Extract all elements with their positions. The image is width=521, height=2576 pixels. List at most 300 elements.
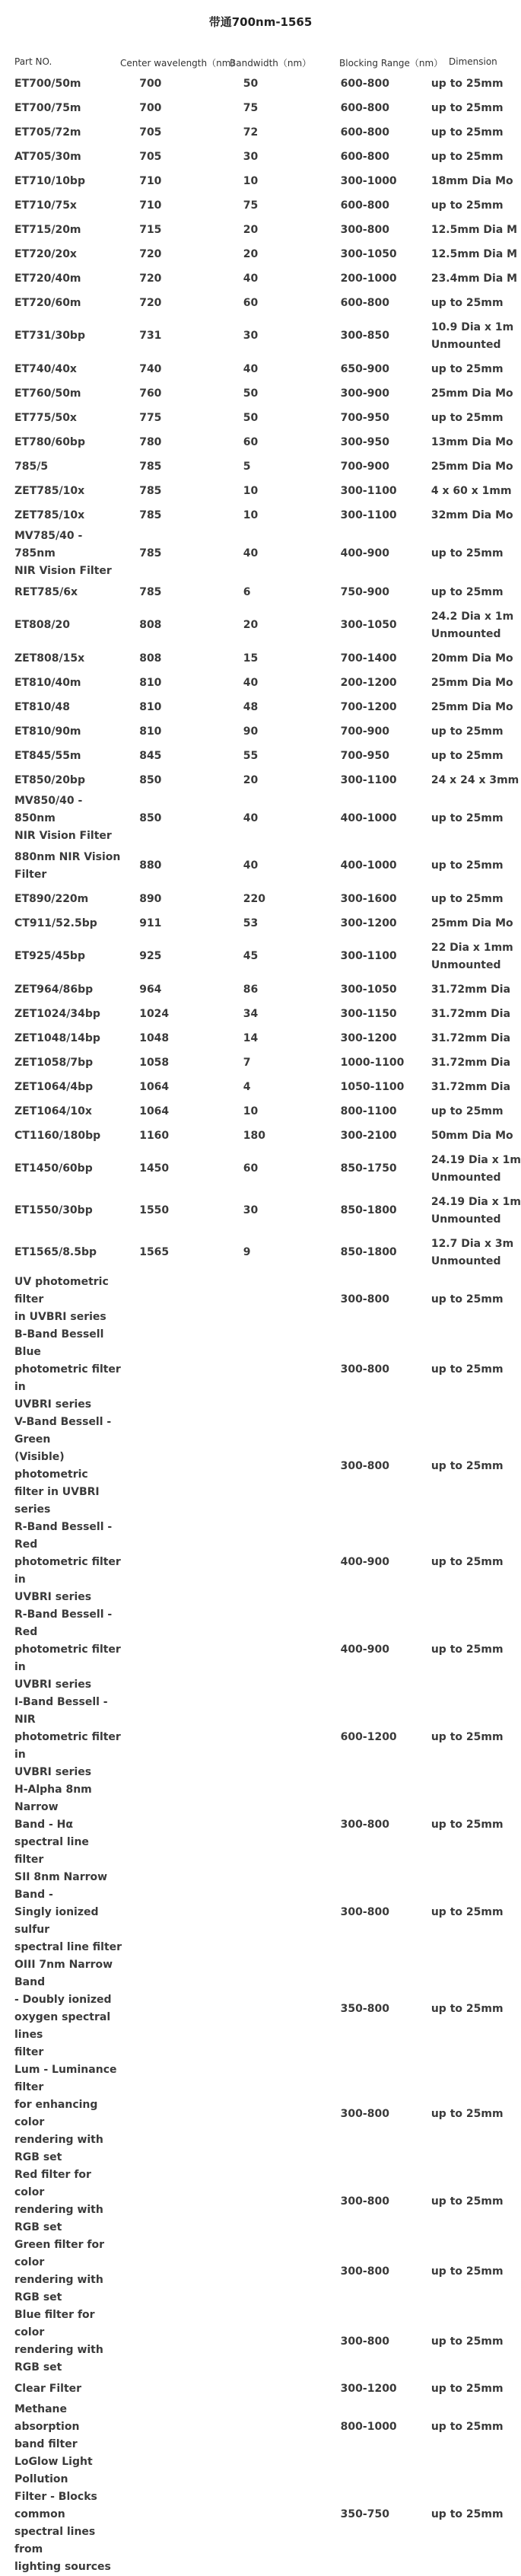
- cell-blocking-range: 300-1050: [340, 619, 397, 631]
- cell-bandwidth: 10: [243, 1105, 259, 1117]
- cell-bandwidth: [230, 2061, 332, 2166]
- cell-blocking-range: 300-900: [340, 387, 389, 400]
- cell-dimension: up to 25mm: [430, 725, 504, 738]
- cell-dimension: up to 25mm: [430, 1105, 504, 1117]
- cell-bandwidth: 40: [243, 362, 259, 375]
- cell-bandwidth: 30: [243, 1204, 259, 1216]
- cell-center-wavelength: 890: [139, 892, 162, 905]
- cell-dimension: 25mm Dia Mo: [430, 460, 513, 473]
- cell-blocking-range: 650-900: [340, 362, 389, 375]
- cell-bandwidth: [230, 1274, 332, 1326]
- cell-center-wavelength: 808: [139, 652, 162, 665]
- cell-blocking-range: 600-1200: [340, 1731, 397, 1743]
- cell-blocking-range: 300-1100: [340, 773, 397, 786]
- cell-dimension: up to 25mm: [430, 1459, 504, 1472]
- cell-dimension: up to 25mm: [430, 1363, 504, 1376]
- cell-center-wavelength: 785: [139, 585, 162, 598]
- cell-dimension: up to 25mm: [430, 1556, 504, 1568]
- cell-bandwidth: [230, 1519, 332, 1606]
- table-row: [0, 1326, 521, 1414]
- cell-blocking-range: 700-1400: [340, 652, 397, 665]
- table-row: [0, 646, 521, 671]
- cell-center-wavelength: [122, 2166, 230, 2236]
- cell-dimension: up to 25mm: [430, 101, 504, 114]
- cell-part-no: UV photometric filter in UVBRI series: [14, 1276, 109, 1323]
- cell-center-wavelength: 740: [139, 362, 162, 375]
- cell-bandwidth: 75: [243, 101, 259, 114]
- cell-center-wavelength: 705: [139, 126, 162, 139]
- cell-center-wavelength: [122, 2453, 230, 2576]
- cell-center-wavelength: 880: [139, 859, 162, 872]
- cell-part-no: ET808/20: [14, 619, 70, 631]
- cell-part-no: V-Band Bessell - Green (Visible) photometric filter in UVBRI series: [14, 1416, 112, 1516]
- cell-dimension: up to 25mm: [430, 199, 504, 212]
- cell-bandwidth: 40: [243, 547, 259, 560]
- cell-bandwidth: 75: [243, 199, 259, 212]
- table-row: [0, 936, 521, 977]
- cell-blocking-range: 300-1050: [340, 983, 397, 996]
- cell-dimension: 10.9 Dia x 1m Unmounted: [430, 320, 514, 351]
- cell-center-wavelength: 780: [139, 435, 162, 448]
- cell-dimension: up to 25mm: [430, 2508, 504, 2520]
- cell-blocking-range: 350-750: [340, 2508, 389, 2520]
- cell-blocking-range: 200-1000: [340, 272, 397, 285]
- cell-dimension: 24.19 Dia x 1m Unmounted: [430, 1153, 521, 1184]
- table-row: [0, 1606, 521, 1694]
- cell-blocking-range: 600-800: [340, 296, 389, 309]
- header-blocking-range: Blocking Range（nm）: [339, 58, 443, 69]
- cell-blocking-range: 300-800: [340, 2107, 389, 2120]
- cell-bandwidth: 90: [243, 725, 259, 738]
- cell-bandwidth: 14: [243, 1031, 259, 1044]
- cell-dimension: 50mm Dia Mo: [430, 1129, 513, 1142]
- cell-dimension: 24 x 24 x 3mm: [430, 773, 519, 786]
- header-center-wavelength: Center wavelength（nm）: [120, 58, 240, 69]
- table-row: [0, 1781, 521, 1869]
- cell-center-wavelength: [122, 2236, 230, 2307]
- cell-dimension: 13mm Dia Mo: [430, 435, 513, 448]
- cell-part-no: MV785/40 - 785nm NIR Vision Filter: [14, 530, 112, 577]
- cell-bandwidth: 60: [243, 435, 259, 448]
- cell-part-no: OIII 7nm Narrow Band - Doubly ionized oxygen spectral lines filter: [14, 1959, 113, 2058]
- cell-center-wavelength: 775: [139, 411, 162, 424]
- cell-blocking-range: 700-900: [340, 725, 389, 738]
- cell-part-no: ZET1048/14bp: [14, 1031, 100, 1044]
- cell-part-no: ET720/60m: [14, 296, 81, 309]
- page-title: 带通700nm-1565: [208, 15, 313, 29]
- cell-dimension: up to 25mm: [430, 150, 504, 163]
- table-row: [0, 604, 521, 646]
- cell-blocking-range: 300-950: [340, 435, 389, 448]
- cell-center-wavelength: 710: [139, 174, 162, 187]
- cell-blocking-range: 300-800: [340, 2265, 389, 2278]
- cell-part-no: ET700/75m: [14, 101, 81, 114]
- cell-part-no: B-Band Bessell Blue photometric filter in UVBRI series: [14, 1328, 121, 1411]
- cell-blocking-range: 850-1800: [340, 1204, 397, 1216]
- cell-part-no: ET710/75x: [14, 199, 77, 212]
- cell-center-wavelength: 810: [139, 676, 162, 689]
- cell-part-no: ZET785/10x: [14, 509, 85, 521]
- cell-blocking-range: 400-1000: [340, 859, 397, 872]
- table-row: [0, 291, 521, 315]
- cell-dimension: 20mm Dia Mo: [430, 652, 513, 665]
- cell-part-no: Methane absorption band filter: [14, 2403, 80, 2450]
- cell-center-wavelength: 911: [139, 917, 162, 929]
- cell-dimension: 25mm Dia Mo: [430, 917, 513, 929]
- table-row: [0, 887, 521, 911]
- cell-center-wavelength: [122, 1781, 230, 1869]
- cell-blocking-range: 300-1200: [340, 1031, 397, 1044]
- cell-dimension: up to 25mm: [430, 1906, 504, 1918]
- cell-dimension: up to 25mm: [430, 749, 504, 762]
- table-row: [0, 242, 521, 266]
- cell-dimension: 18mm Dia Mo: [430, 174, 513, 187]
- table-row: [0, 1002, 521, 1026]
- cell-part-no: ET810/40m: [14, 676, 81, 689]
- cell-part-no: ET925/45bp: [14, 950, 85, 962]
- table-row: [0, 2307, 521, 2377]
- header-dimension: Dimension: [449, 56, 497, 67]
- cell-bandwidth: 60: [243, 296, 259, 309]
- cell-center-wavelength: [122, 2401, 230, 2453]
- cell-bandwidth: [230, 1694, 332, 1781]
- cell-dimension: up to 25mm: [430, 2421, 504, 2433]
- table-row: [0, 1694, 521, 1781]
- cell-center-wavelength: 785: [139, 460, 162, 473]
- cell-dimension: up to 25mm: [430, 585, 504, 598]
- table-row: [0, 406, 521, 430]
- cell-part-no: H-Alpha 8nm Narrow Band - Hα spectral line filter: [14, 1784, 92, 1866]
- cell-bandwidth: 6: [243, 585, 251, 598]
- cell-bandwidth: [230, 1869, 332, 1956]
- cell-blocking-range: 350-800: [340, 2002, 389, 2015]
- cell-blocking-range: 300-800: [340, 1906, 389, 1918]
- cell-center-wavelength: 1064: [139, 1105, 170, 1117]
- table-row: [0, 2061, 521, 2166]
- cell-part-no: R-Band Bessell - Red photometric filter in UVBRI series: [14, 1608, 121, 1691]
- table-row: [0, 1124, 521, 1148]
- cell-bandwidth: [230, 2401, 332, 2453]
- table-row: [0, 357, 521, 381]
- cell-bandwidth: 20: [243, 773, 259, 786]
- cell-part-no: ZET808/15x: [14, 652, 85, 665]
- cell-dimension: up to 25mm: [430, 2335, 504, 2348]
- cell-blocking-range: 300-1200: [340, 2382, 397, 2395]
- cell-dimension: 25mm Dia Mo: [430, 676, 513, 689]
- cell-center-wavelength: [122, 1694, 230, 1781]
- cell-bandwidth: [230, 2166, 332, 2236]
- cell-center-wavelength: 810: [139, 700, 162, 713]
- cell-bandwidth: 40: [243, 812, 259, 824]
- cell-blocking-range: 300-1100: [340, 484, 397, 497]
- cell-center-wavelength: [122, 2061, 230, 2166]
- cell-blocking-range: 300-800: [340, 1459, 389, 1472]
- cell-bandwidth: 180: [243, 1129, 266, 1142]
- cell-bandwidth: 50: [243, 411, 259, 424]
- cell-center-wavelength: [122, 1869, 230, 1956]
- table-row: [0, 218, 521, 242]
- cell-center-wavelength: 810: [139, 725, 162, 738]
- cell-bandwidth: [230, 1326, 332, 1414]
- cell-center-wavelength: 964: [139, 983, 162, 996]
- table-row: [0, 381, 521, 406]
- cell-bandwidth: 10: [243, 484, 259, 497]
- cell-part-no: Red filter for color rendering with RGB set: [14, 2169, 103, 2233]
- cell-dimension: up to 25mm: [430, 296, 504, 309]
- table-row: [0, 845, 521, 887]
- cell-bandwidth: 55: [243, 749, 259, 762]
- cell-center-wavelength: 760: [139, 387, 162, 400]
- cell-center-wavelength: 1550: [139, 1204, 170, 1216]
- cell-blocking-range: 300-800: [340, 1293, 389, 1306]
- cell-bandwidth: 7: [243, 1056, 251, 1069]
- cell-center-wavelength: 1058: [139, 1056, 170, 1069]
- cell-center-wavelength: 850: [139, 812, 162, 824]
- cell-center-wavelength: [122, 1519, 230, 1606]
- cell-dimension: up to 25mm: [430, 77, 504, 90]
- filter-spec-table: [0, 72, 521, 2576]
- cell-center-wavelength: [122, 2377, 230, 2401]
- cell-part-no: ET1550/30bp: [14, 1204, 93, 1216]
- cell-blocking-range: 300-800: [340, 223, 389, 236]
- cell-part-no: ZET1024/34bp: [14, 1007, 100, 1020]
- cell-bandwidth: 45: [243, 950, 259, 962]
- table-row: [0, 1956, 521, 2061]
- cell-blocking-range: 600-800: [340, 150, 389, 163]
- cell-bandwidth: 34: [243, 1007, 259, 1020]
- table-row: [0, 528, 521, 580]
- cell-part-no: ET1450/60bp: [14, 1162, 93, 1175]
- cell-blocking-range: 300-850: [340, 330, 389, 342]
- cell-bandwidth: 10: [243, 509, 259, 521]
- table-row: [0, 145, 521, 169]
- cell-part-no: ET705/72m: [14, 126, 81, 139]
- cell-blocking-range: 300-800: [340, 2195, 389, 2208]
- cell-blocking-range: 1000-1100: [340, 1056, 405, 1069]
- cell-part-no: ZET1058/7bp: [14, 1056, 94, 1069]
- cell-dimension: 31.72mm Dia: [430, 1080, 511, 1093]
- cell-dimension: 12.5mm Dia M: [430, 223, 518, 236]
- cell-center-wavelength: 850: [139, 773, 162, 786]
- cell-dimension: 12.5mm Dia M: [430, 247, 518, 260]
- cell-part-no: ZET1064/10x: [14, 1105, 92, 1117]
- table-row: [0, 315, 521, 357]
- cell-part-no: ET731/30bp: [14, 330, 85, 342]
- cell-dimension: up to 25mm: [430, 1819, 504, 1831]
- cell-center-wavelength: 808: [139, 619, 162, 631]
- cell-dimension: up to 25mm: [430, 1731, 504, 1743]
- cell-center-wavelength: 1064: [139, 1080, 170, 1093]
- cell-part-no: ZET1064/4bp: [14, 1080, 94, 1093]
- cell-center-wavelength: 700: [139, 77, 162, 90]
- cell-part-no: ET720/40m: [14, 272, 81, 285]
- cell-part-no: 785/5: [14, 460, 49, 473]
- table-row: [0, 1869, 521, 1956]
- cell-center-wavelength: 785: [139, 484, 162, 497]
- table-row: [0, 1232, 521, 1274]
- table-row: [0, 695, 521, 719]
- header-part-no: Part NO.: [14, 56, 52, 67]
- header-bandwidth: Bandwidth（nm）: [230, 58, 312, 69]
- table-row: [0, 1519, 521, 1606]
- cell-dimension: up to 25mm: [430, 892, 504, 905]
- cell-bandwidth: 220: [243, 892, 266, 905]
- cell-blocking-range: 600-800: [340, 126, 389, 139]
- table-row: [0, 1148, 521, 1190]
- cell-part-no: Clear Filter: [14, 2382, 82, 2395]
- cell-part-no: Green filter for color rendering with RGB set: [14, 2239, 104, 2303]
- table-row: [0, 2453, 521, 2576]
- cell-part-no: ET775/50x: [14, 411, 77, 424]
- cell-part-no: ET845/55m: [14, 749, 81, 762]
- cell-dimension: 24.19 Dia x 1m Unmounted: [430, 1195, 521, 1226]
- cell-center-wavelength: 705: [139, 150, 162, 163]
- cell-dimension: up to 25mm: [430, 2265, 504, 2278]
- table-row: [0, 454, 521, 479]
- cell-dimension: up to 25mm: [430, 411, 504, 424]
- table-row: [0, 580, 521, 604]
- table-row: [0, 193, 521, 218]
- cell-blocking-range: 850-1800: [340, 1246, 397, 1258]
- cell-blocking-range: 700-950: [340, 411, 389, 424]
- cell-dimension: 32mm Dia Mo: [430, 509, 513, 521]
- cell-dimension: up to 25mm: [430, 812, 504, 824]
- cell-blocking-range: 850-1750: [340, 1162, 397, 1175]
- table-row: [0, 911, 521, 936]
- cell-part-no: I-Band Bessell - NIR photometric filter in UVBRI series: [14, 1696, 121, 1778]
- cell-bandwidth: 4: [243, 1080, 251, 1093]
- cell-bandwidth: [230, 1606, 332, 1694]
- table-row: [0, 977, 521, 1002]
- cell-blocking-range: 300-800: [340, 1819, 389, 1831]
- cell-dimension: up to 25mm: [430, 547, 504, 560]
- table-row: [0, 768, 521, 792]
- cell-bandwidth: 86: [243, 983, 259, 996]
- cell-center-wavelength: 700: [139, 101, 162, 114]
- table-row: [0, 2236, 521, 2307]
- cell-center-wavelength: 720: [139, 296, 162, 309]
- table-row: [0, 792, 521, 845]
- cell-bandwidth: 20: [243, 247, 259, 260]
- cell-blocking-range: 300-1600: [340, 892, 397, 905]
- cell-center-wavelength: 1565: [139, 1246, 170, 1258]
- cell-center-wavelength: 731: [139, 330, 162, 342]
- cell-part-no: MV850/40 - 850nm NIR Vision Filter: [14, 795, 112, 842]
- cell-part-no: ZET785/10x: [14, 484, 85, 497]
- cell-bandwidth: 20: [243, 223, 259, 236]
- cell-part-no: R-Band Bessell - Red photometric filter in UVBRI series: [14, 1521, 121, 1603]
- cell-blocking-range: 300-800: [340, 2335, 389, 2348]
- cell-bandwidth: 40: [243, 272, 259, 285]
- cell-dimension: 12.7 Dia x 3m Unmounted: [430, 1237, 514, 1267]
- cell-bandwidth: 40: [243, 676, 259, 689]
- cell-bandwidth: [230, 1781, 332, 1869]
- cell-center-wavelength: 720: [139, 247, 162, 260]
- cell-dimension: 25mm Dia Mo: [430, 700, 513, 713]
- cell-center-wavelength: [122, 1606, 230, 1694]
- cell-blocking-range: 300-1150: [340, 1007, 397, 1020]
- table-row: [0, 719, 521, 744]
- cell-part-no: ET760/50m: [14, 387, 81, 400]
- cell-part-no: 880nm NIR Vision Filter: [14, 850, 121, 881]
- table-body: [0, 72, 521, 2576]
- cell-part-no: ZET964/86bp: [14, 983, 94, 996]
- table-row: [0, 744, 521, 768]
- cell-center-wavelength: 1024: [139, 1007, 170, 1020]
- table-row: [0, 72, 521, 96]
- cell-dimension: up to 25mm: [430, 2382, 504, 2395]
- table-row: [0, 169, 521, 193]
- cell-dimension: up to 25mm: [430, 2195, 504, 2208]
- cell-bandwidth: 9: [243, 1246, 251, 1258]
- table-row: [0, 1099, 521, 1124]
- cell-part-no: Blue filter for color rendering with RGB set: [14, 2309, 103, 2374]
- cell-bandwidth: 53: [243, 917, 259, 929]
- cell-blocking-range: 300-2100: [340, 1129, 397, 1142]
- cell-dimension: 4 x 60 x 1mm: [430, 484, 512, 497]
- cell-blocking-range: 1050-1100: [340, 1080, 405, 1093]
- table-row: [0, 479, 521, 503]
- cell-blocking-range: 400-900: [340, 1643, 389, 1656]
- cell-dimension: up to 25mm: [430, 859, 504, 872]
- cell-center-wavelength: 845: [139, 749, 162, 762]
- cell-dimension: 31.72mm Dia: [430, 1031, 511, 1044]
- cell-dimension: up to 25mm: [430, 1643, 504, 1656]
- cell-blocking-range: 400-900: [340, 1556, 389, 1568]
- cell-blocking-range: 300-1000: [340, 174, 397, 187]
- cell-part-no: Lum - Luminance filter for enhancing color rendering with RGB set: [14, 2064, 117, 2163]
- cell-center-wavelength: 785: [139, 547, 162, 560]
- cell-part-no: ET1565/8.5bp: [14, 1246, 97, 1258]
- cell-bandwidth: [230, 1956, 332, 2061]
- cell-blocking-range: 300-800: [340, 1363, 389, 1376]
- cell-center-wavelength: 1450: [139, 1162, 170, 1175]
- cell-part-no: ET710/10bp: [14, 174, 85, 187]
- table-header: [0, 56, 521, 72]
- cell-dimension: 22 Dia x 1mm Unmounted: [430, 941, 513, 971]
- cell-blocking-range: 700-950: [340, 749, 389, 762]
- cell-center-wavelength: [122, 1956, 230, 2061]
- cell-center-wavelength: 925: [139, 950, 162, 962]
- cell-bandwidth: 15: [243, 652, 259, 665]
- cell-part-no: LoGlow Light Pollution Filter - Blocks common spectral lines from lighting sources: [14, 2456, 111, 2573]
- cell-part-no: ET715/20m: [14, 223, 81, 236]
- cell-bandwidth: 30: [243, 330, 259, 342]
- cell-dimension: 31.72mm Dia: [430, 1056, 511, 1069]
- table-row: [0, 1414, 521, 1519]
- cell-blocking-range: 400-1000: [340, 812, 397, 824]
- cell-blocking-range: 700-1200: [340, 700, 397, 713]
- cell-part-no: ET780/60bp: [14, 435, 85, 448]
- cell-blocking-range: 600-800: [340, 199, 389, 212]
- cell-bandwidth: [230, 2377, 332, 2401]
- cell-part-no: ET720/20x: [14, 247, 77, 260]
- cell-dimension: 24.2 Dia x 1m Unmounted: [430, 610, 514, 640]
- cell-dimension: up to 25mm: [430, 126, 504, 139]
- cell-bandwidth: 40: [243, 859, 259, 872]
- table-row: [0, 96, 521, 120]
- cell-bandwidth: 50: [243, 387, 259, 400]
- cell-dimension: 25mm Dia Mo: [430, 387, 513, 400]
- cell-part-no: ET700/50m: [14, 77, 81, 90]
- cell-center-wavelength: 1160: [139, 1129, 170, 1142]
- cell-center-wavelength: 720: [139, 272, 162, 285]
- cell-blocking-range: 300-1200: [340, 917, 397, 929]
- cell-bandwidth: 30: [243, 150, 259, 163]
- cell-bandwidth: 10: [243, 174, 259, 187]
- cell-center-wavelength: 785: [139, 509, 162, 521]
- cell-bandwidth: 72: [243, 126, 259, 139]
